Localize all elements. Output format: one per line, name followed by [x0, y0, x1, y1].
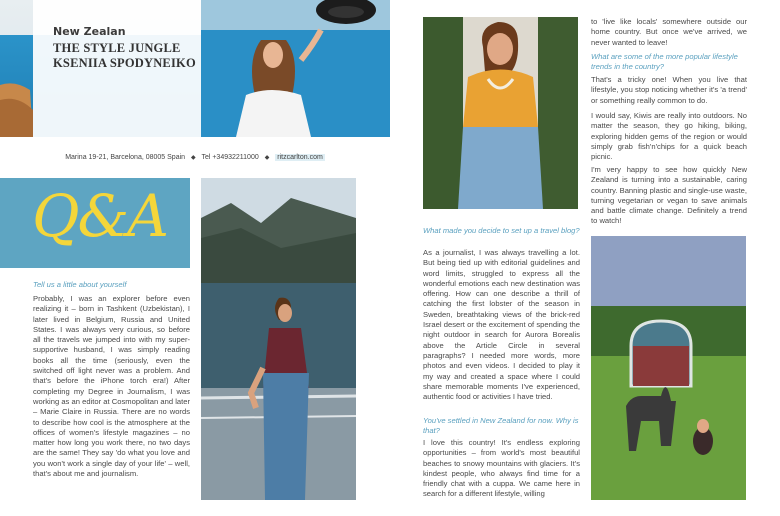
question-3: You've settled in New Zealand for now. Why is that?: [423, 416, 579, 435]
header-box: [33, 0, 201, 137]
fjord-photo: [201, 178, 356, 500]
address-text: Marina 19-21, Barcelona, 08005 Spain: [65, 154, 186, 161]
answer-4b: I would say, Kiwis are really into outdoors. No matter the season, they go hiking, biking, exploring hidden gems of the region or would simply grab fish'n'chips for a quick beach picnic.: [591, 111, 747, 162]
qa-banner: [0, 178, 190, 268]
website-link[interactable]: ritzcarlton.com: [277, 154, 323, 161]
alpaca-caravan-photo: [591, 236, 746, 500]
woman-hat-photo: [201, 0, 390, 137]
answer-4c: I'm very happy to see how quickly New Zealand is turning into a sustainable, caring country. Banning plastic and single-use waste, turning vegetarian or vegan to save animals and battle climate change. Definitely a trend to watch!: [591, 165, 747, 226]
answer-2: As a journalist, I was always travelling a lot. But being tied up with editorial guidelines and word limits, struggled to express all the wonderful emotions each new destination was offering. How can one describe a thrill of catching the first lobster of the season in Sweden, breathtaking views of the brick-red Israel desert or the excitement of spending the night outdoor in search for Aurora Borealis above the Article Circle in several paragraphs? I needed more words, more photos and even videos. I decided to play it my way and created a space where I could share memorable moments I've experienced, authentic food or activities I have tried.: [423, 248, 580, 402]
qa-title: Q&A: [32, 182, 168, 250]
answer-3: I love this country! It's endless exploring opportunities – from world's most beautiful beaches to snowy mountains with glaciers. It's kindest people, who always find time for a friendly chat with a cuppa. We came here in search for a different lifestyle, willing: [423, 438, 580, 499]
answer-3-continued: to 'live like locals' somewhere outside our home country. But once we've arrived, we never wanted to leave!: [591, 17, 747, 47]
question-1: Tell us a little about yourself: [33, 280, 127, 289]
region-label: New Zealan: [53, 25, 126, 38]
phone-text: Tel +34932211000: [201, 154, 259, 161]
diamond-separator-icon: ◆: [191, 155, 196, 161]
diamond-separator-icon: ◆: [264, 155, 270, 161]
woman-yellow-photo: [423, 17, 578, 209]
contact-line: [0, 154, 390, 161]
question-4: What are some of the more popular lifestyle trends in the country?: [591, 52, 738, 71]
answer-1: Probably, I was an explorer before even realizing it – born in Tashkent (Uzbekistan), I later lived in Belgium, Russia and United States. I was always very curious, so before all the travels we jumped into with my super-supportive husband, I was simply reading books all the time (seriously, even the switched off light never was a problem. And that's before the iPhone torch era!) After completing my Degree in Journalism, I was working as an editor at Cosmopolitan and later – Marie Claire in Russia. There are no words to describe how cool is the atmosphere at the offices of women's lifestyle magazines – no matter how long you work there, no two days are the same! They say 'do what you love and you won't work a single day of your life' – well, that's about me and journalism.: [33, 294, 190, 479]
question-2: What made you decide to set up a travel blog?: [423, 226, 580, 235]
author-name: KSENIIA SPODYNEIKO: [53, 56, 196, 70]
article-title: THE STYLE JUNGLE: [53, 41, 181, 55]
answer-4a: That's a tricky one! When you live that lifestyle, you stop noticing whether it's 'a trend' or something really common to do.: [591, 75, 747, 105]
